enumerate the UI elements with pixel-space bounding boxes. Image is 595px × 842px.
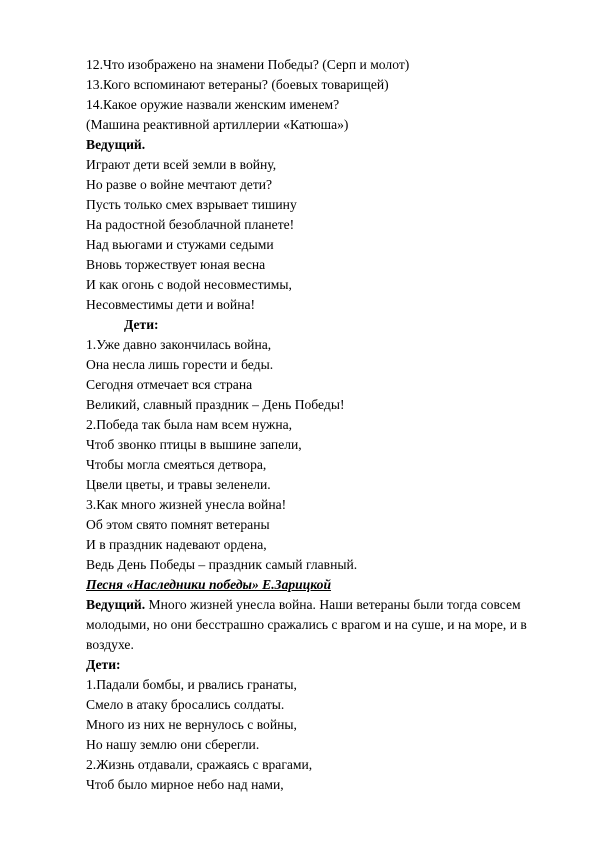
- host-label: Ведущий.: [86, 137, 146, 152]
- poem-line: Несовместимы дети и война!: [86, 297, 256, 312]
- poem-line: Чтобы могла смеяться детвора,: [86, 457, 267, 472]
- poem-line: И в праздник надевают ордена,: [86, 537, 267, 552]
- poem-line: Смело в атаку бросались солдаты.: [86, 697, 285, 712]
- host-speech-line: [86, 596, 521, 614]
- quiz-answer-14: (Машина реактивной артиллерии «Катюша»): [86, 117, 349, 132]
- host-speech-line: молодыми, но они бесстрашно сражались с врагом и на суше, и на море, и в: [86, 617, 527, 632]
- host-speech-text: Много жизней унесла война. Наши ветераны были тогда совсем: [145, 597, 521, 612]
- poem-line: 3.Как много жизней унесла война!: [86, 497, 287, 512]
- poem-line: Сегодня отмечает вся страна: [86, 377, 253, 392]
- poem-line: Над вьюгами и стужами седыми: [86, 237, 274, 252]
- host-label: Ведущий.: [86, 597, 146, 612]
- quiz-question-14: 14.Какое оружие назвали женским именем?: [86, 97, 340, 112]
- poem-line: 1.Падали бомбы, и рвались гранаты,: [86, 677, 297, 692]
- children-label: Дети:: [124, 317, 159, 332]
- poem-line: Ведь День Победы – праздник самый главный.: [86, 557, 358, 572]
- poem-line: 2.Победа так была нам всем нужна,: [86, 417, 293, 432]
- poem-line: Она несла лишь горести и беды.: [86, 357, 274, 372]
- poem-line: Чтоб было мирное небо над нами,: [86, 777, 284, 792]
- poem-line: Великий, славный праздник – День Победы!: [86, 397, 345, 412]
- poem-line: 2.Жизнь отдавали, сражаясь с врагами,: [86, 757, 313, 772]
- quiz-question-12: 12.Что изображено на знамени Победы? (Серп и молот): [86, 57, 410, 72]
- children-label: Дети:: [86, 657, 121, 672]
- host-speech-line: воздухе.: [86, 637, 134, 652]
- poem-line: И как огонь с водой несовместимы,: [86, 277, 292, 292]
- poem-line: Много из них не вернулось с войны,: [86, 717, 297, 732]
- quiz-question-13: 13.Кого вспоминают ветераны? (боевых товарищей): [86, 77, 389, 92]
- poem-line: 1.Уже давно закончилась война,: [86, 337, 272, 352]
- poem-line: Вновь торжествует юная весна: [86, 257, 266, 272]
- poem-line: Пусть только смех взрывает тишину: [86, 197, 297, 212]
- poem-line: Чтоб звонко птицы в вышине запели,: [86, 437, 302, 452]
- poem-line: Но нашу землю они сберегли.: [86, 737, 260, 752]
- poem-line: Цвели цветы, и травы зеленели.: [86, 477, 271, 492]
- poem-line: Играют дети всей земли в войну,: [86, 157, 277, 172]
- poem-line: На радостной безоблачной планете!: [86, 217, 295, 232]
- poem-line: Об этом свято помнят ветераны: [86, 517, 270, 532]
- poem-line: Но разве о войне мечтают дети?: [86, 177, 273, 192]
- song-title: Песня «Наследники победы» Е.Зарицкой: [86, 577, 332, 592]
